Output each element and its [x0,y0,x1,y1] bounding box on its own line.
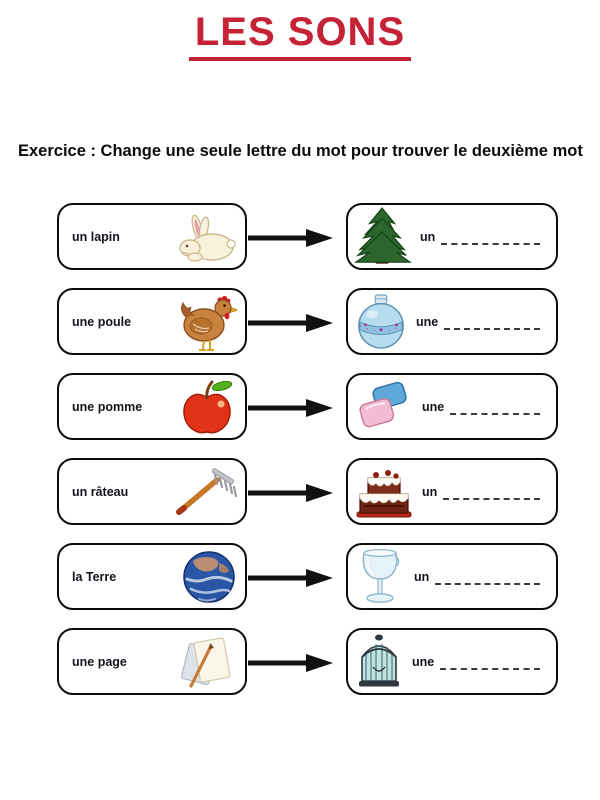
article-label: un [420,229,436,244]
exercise-row-6 [0,628,600,696]
word-label: une pomme [72,399,143,414]
word-label: un râteau [72,484,129,499]
answer-box-verre [346,543,558,610]
exercise-instruction: Exercice : Change une seule lettre du mot pour trouver le deuxième mot [18,141,583,160]
rake-icon [171,466,237,518]
arrow-icon [247,569,333,587]
answer-blank[interactable] [435,569,540,585]
exercise-row-3 [0,373,600,441]
answer-box-sapin [346,203,558,270]
article-label: un [414,569,430,584]
word-box-lapin [57,203,247,270]
exercise-row-1 [0,203,600,271]
article-label: une [422,399,445,414]
arrow-icon [247,484,333,502]
ornament-ball-icon [354,292,408,352]
word-box-rateau [57,458,247,525]
word-box-pomme [57,373,247,440]
hen-icon [177,291,237,353]
earth-icon [181,549,237,605]
paper-pencil-icon [175,634,237,690]
rabbit-icon [175,211,237,263]
answer-blank[interactable] [441,229,540,245]
arrow-icon [247,654,333,672]
answer-blank[interactable] [450,399,540,415]
title-area [0,10,600,61]
word-label: une poule [72,314,132,329]
word-label: une page [72,654,127,669]
exercise-row-5 [0,543,600,611]
answer-blank[interactable] [443,484,540,500]
fir-tree-icon [354,207,412,267]
article-label: une [412,654,435,669]
page-title: LES SONS [189,10,411,61]
exercise-row-4 [0,458,600,526]
cake-icon [354,464,414,520]
answer-blank[interactable] [440,654,540,670]
answer-blank[interactable] [444,314,540,330]
apple-icon [177,378,237,436]
birdcage-icon [354,633,404,691]
word-box-page [57,628,247,695]
word-label: la Terre [72,569,117,584]
answer-box-gateau [346,458,558,525]
arrow-icon [247,399,333,417]
eraser-icon [354,379,414,435]
article-label: une [416,314,439,329]
answer-box-gomme [346,373,558,440]
exercise-row-2 [0,288,600,356]
word-box-terre [57,543,247,610]
word-box-poule [57,288,247,355]
word-label: un lapin [72,229,120,244]
arrow-icon [247,229,333,247]
answer-box-cage [346,628,558,695]
answer-box-boule [346,288,558,355]
glass-icon [354,547,406,607]
arrow-icon [247,314,333,332]
article-label: un [422,484,438,499]
